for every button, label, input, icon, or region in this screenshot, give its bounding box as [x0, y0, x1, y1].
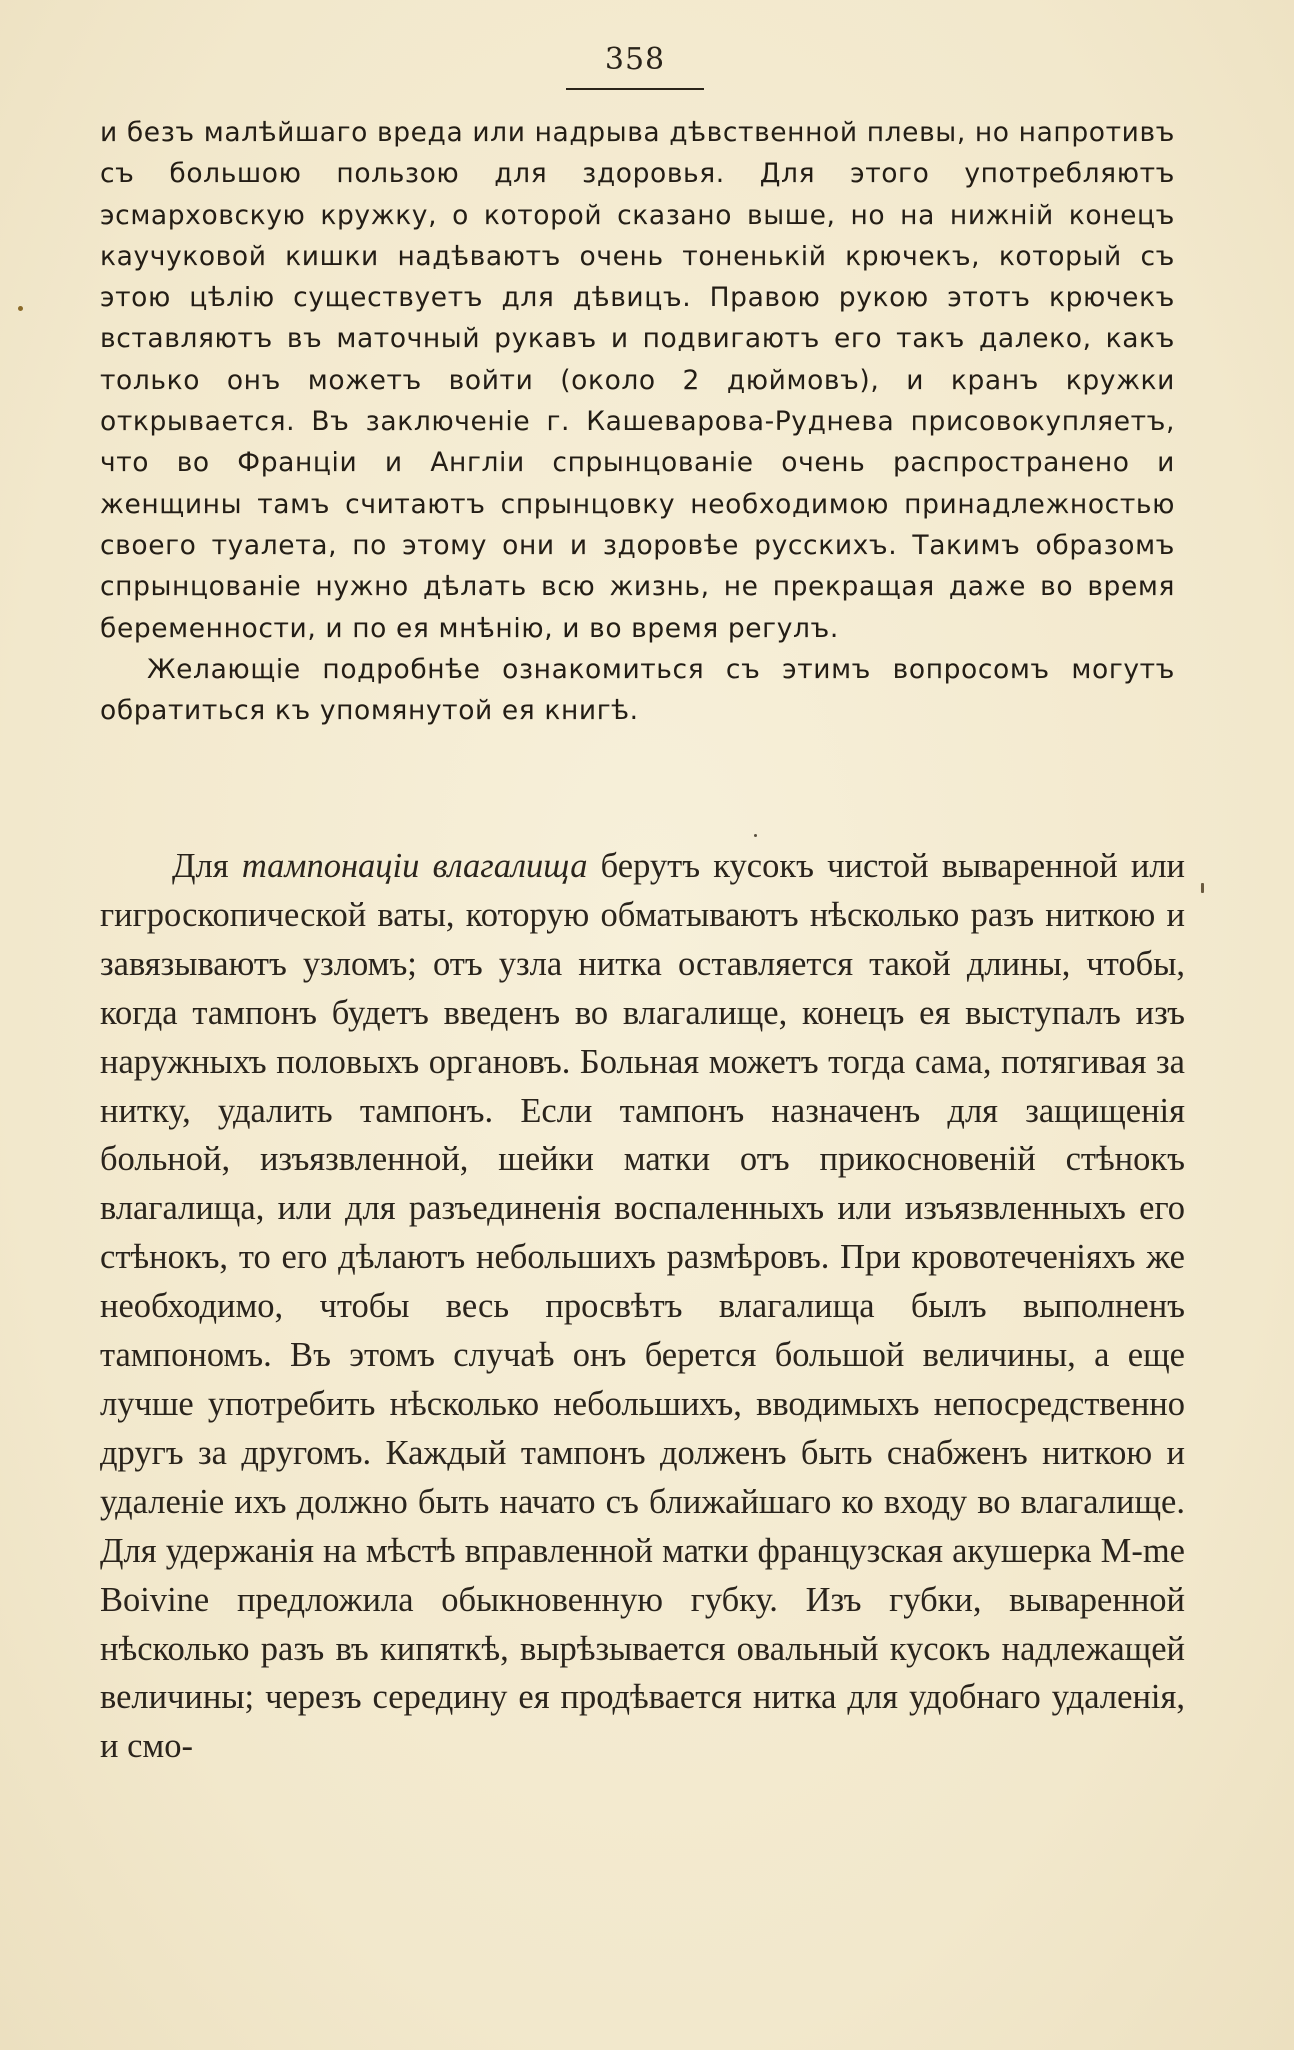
- main-paragraph: [100, 842, 1185, 1771]
- italic-term: тампонаціи влагалища: [241, 847, 588, 885]
- small-print-section: [100, 112, 1175, 731]
- page-number-rule: [566, 88, 704, 90]
- small-paragraph-2: Желающіе подробнѣе ознакомиться съ этимъ вопросомъ могутъ обратиться къ упомянутой ея книгѣ.: [100, 653, 1175, 727]
- main-paragraph-intro: Для: [172, 847, 242, 885]
- margin-mark-left: [18, 306, 23, 311]
- main-text-section: [100, 842, 1185, 1771]
- page-number: 358: [604, 42, 666, 77]
- main-paragraph-body: берутъ кусокъ чистой вываренной или гигроскопической ваты, которую обматываютъ нѣсколько разъ ниткою и завязываютъ узломъ; отъ узла нитка оставляется такой длины, чтобы, когда тампонъ будетъ введенъ во влагалище, конецъ ея выступалъ изъ наружныхъ половыхъ органовъ. Больная можетъ тогда сама, потягивая за нитку, удалить тампонъ. Если тампонъ назначенъ для защищенія больной, изъязвленной, шейки матки отъ прикосновеній стѣнокъ влагалища, или для разъединенія воспаленныхъ или изъязвленныхъ его стѣнокъ, то его дѣлаютъ небольшихъ размѣровъ. При кровотеченіяхъ же необходимо, чтобы весь просвѣтъ влагалища былъ выполненъ тампономъ. Въ этомъ случаѣ онъ берется большой величины, а еще лучше употребить нѣсколько небольшихъ, вводимыхъ непосредственно другъ за другомъ. Каждый тампонъ долженъ быть снабженъ ниткою и удаленіе ихъ должно быть начато съ ближайшаго ко входу во влагалище. Для удержанія на мѣстѣ вправленной матки французская акушерка M-me Boivine предложила обыкновенную губку. Изъ губки, вываренной нѣсколько разъ въ кипяткѣ, вырѣзывается овальный кусокъ надлежащей величины; черезъ середину ея продѣвается нитка для удобнаго удаленія, и смо-: [100, 847, 1186, 1766]
- margin-mark-right: [1201, 883, 1204, 893]
- small-paragraph-1: и безъ малѣйшаго вреда или надрыва дѣвственной плевы, но напротивъ съ большою пользою для здоровья. Для этого употребляютъ эсмарховскую кружку, о которой сказано выше, но на нижній конецъ каучуковой кишки надѣваютъ очень тоненькій крючекъ, который съ этою цѣлію существуетъ для дѣвицъ. Правою рукою этотъ крючекъ вставляютъ въ маточный рукавъ и подвигаютъ его такъ далеко, какъ только онъ можетъ войти (около 2 дюймовъ), и кранъ кружки открывается. Въ заключеніе г. Кашеварова-Руднева присовокупляетъ, что во Франціи и Англіи спрынцованіе очень распространено и женщины тамъ считаютъ спрынцовку необходимою принадлежностью своего туалета, по этому они и здоровѣе русскихъ. Такимъ образомъ спрынцованіе нужно дѣлать всю жизнь, не прекращая даже во время беременности, и по ея мнѣнію, и во время регулъ.: [100, 117, 1175, 644]
- separator-mark: [754, 834, 757, 837]
